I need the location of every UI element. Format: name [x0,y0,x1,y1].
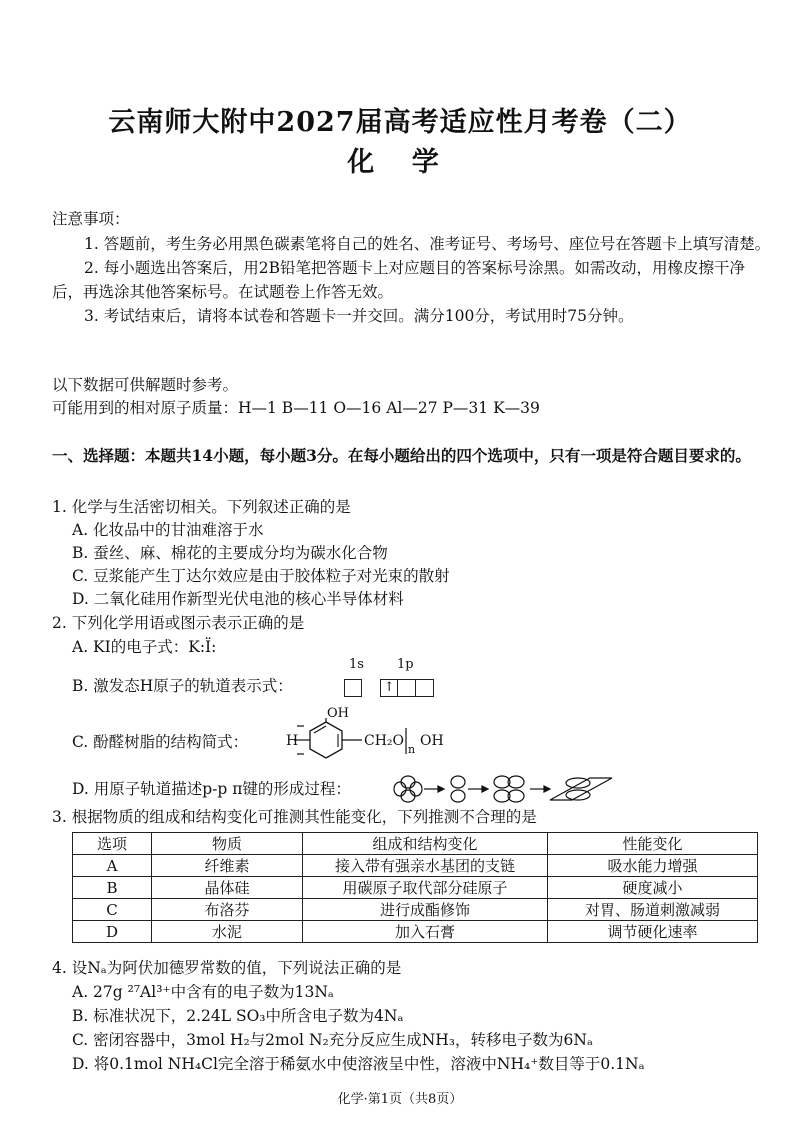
notice-item: 3. 考试结束后，请将本试卷和答题卡一并交回。满分100分，考试用时75分钟。 [84,307,634,325]
q2-option-b-text: B. 激发态H原子的轨道表示式： [72,677,293,695]
table-row [73,877,758,899]
table-cell: 调节硬化速率 [548,921,758,943]
polymer-bracket-icon [403,726,419,756]
atomic-mass-line: 可能用到的相对原子质量：H—1 B—11 O—16 Al—27 P—31 K—39 [52,399,540,417]
orbital-box-1p-x [380,679,398,697]
q1-option-a: A. 化妆品中的甘油难溶于水 [72,521,264,539]
exam-subject: 化 学 [347,147,453,178]
phenol-oh-label: OH [327,706,349,721]
table-cell: 晶体硅 [152,877,303,899]
q4-option-b: B. 标准状况下，2.24L SO₃中所含电子数为4Nₐ [72,1007,404,1025]
q1-option-d: D. 二氧化硅用作新型光伏电池的核心半导体材料 [72,590,404,608]
question-3-stem: 3. 根据物质的组成和结构变化可推测其性能变化，下列推测不合理的是 [52,808,537,826]
table-cell: A [73,855,152,877]
resin-oh-label: OH [420,733,444,749]
q2-option-d-text: D. 用原子轨道描述p-p π键的形成过程： [72,780,351,798]
table-cell: 进行成酯修饰 [303,899,548,921]
table-header-row [73,833,758,855]
table-row [73,921,758,943]
reference-line: 以下数据可供解题时参考。 [52,376,239,394]
q1-option-c: C. 豆浆能产生丁达尔效应是由于胶体粒子对光束的散射 [72,567,450,585]
orbital-box-1p-y [398,679,416,697]
table-cell: C [73,899,152,921]
notice-item: 2. 每小题选出答案后，用2B铅笔把答题卡上对应题目的答案标号涂黑。如需改动，用橡皮擦干净后，再选涂其他答案标号。在试题卷上作答无效。 [52,259,745,301]
q2-option-a: A. KI的电子式：K:Ï: [72,638,217,656]
page-footer: 化学·第1页（共8页） [337,1092,463,1107]
pi-bond-formation-icon [390,774,615,804]
table-header-cell: 性能变化 [548,833,758,855]
table-cell: 接入带有强亲水基团的支链 [303,855,548,877]
benzene-ring-icon [294,718,366,762]
table-cell: 加入石膏 [303,921,548,943]
orbital-diagram [344,677,434,697]
table-cell: 吸水能力增强 [548,855,758,877]
table-cell: 纤维素 [152,855,303,877]
table-header-cell: 物质 [152,833,303,855]
orbital-box-1p-z [416,679,434,697]
q4-option-c: C. 密闭容器中，3mol H₂与2mol N₂充分反应生成NH₃，转移电子数为6Nₐ [72,1031,593,1049]
table-header-cell: 组成和结构变化 [303,833,548,855]
question-3-table [72,832,758,943]
notice-heading: 注意事项： [52,210,130,228]
q1-option-b: B. 蚕丝、麻、棉花的主要成分均为碳水化合物 [72,544,388,562]
orbital-label-1s: 1s [349,657,364,672]
table-row [73,855,758,877]
section-heading: 一、选择题：本题共14小题，每小题3分。在每小题给出的四个选项中，只有一项是符合题目要求的。 [52,446,751,465]
electron-up-arrow-icon: ↑ [383,679,395,695]
table-header-cell: 选项 [73,833,152,855]
table-cell: 对胃、肠道刺激减弱 [548,899,758,921]
table-cell: D [73,921,152,943]
table-cell: 布洛芬 [152,899,303,921]
orbital-label-1p: 1p [397,657,414,672]
q2-option-c-text: C. 酚醛树脂的结构简式： [72,733,249,751]
table-row [73,899,758,921]
resin-n-label: n [408,743,416,756]
table-cell: 水泥 [152,921,303,943]
orbital-box-1s [344,679,362,697]
notice-item: 1. 答题前，考生务必用黑色碳素笔将自己的姓名、准考证号、考场号、座位号在答题卡上填写清楚。 [84,235,771,253]
table-cell: B [73,877,152,899]
question-2-stem: 2. 下列化学用语或图示表示正确的是 [52,614,305,632]
exam-title: 云南师大附中2027届高考适应性月考卷（二） [108,107,692,138]
question-1-stem: 1. 化学与生活密切相关。下列叙述正确的是 [52,498,351,516]
table-cell: 用碳原子取代部分硅原子 [303,877,548,899]
notice-list [52,232,772,328]
table-cell: 硬度减小 [548,877,758,899]
question-4-stem: 4. 设Nₐ为阿伏加德罗常数的值，下列说法正确的是 [52,959,402,977]
q2-option-b [72,675,293,698]
resin-h-label: H [286,733,299,749]
resin-ch2o-label: CH₂O [364,733,405,749]
reference-block [52,374,772,420]
q4-option-a: A. 27g ²⁷Al³⁺中含有的电子数为13Nₐ [72,983,334,1001]
q2-option-c [72,731,248,754]
q4-option-d: D. 将0.1mol NH₄Cl完全溶于稀氨水中使溶液呈中性，溶液中NH₄⁺数目等于0.1Nₐ [72,1055,645,1073]
q2-option-d [72,778,351,801]
